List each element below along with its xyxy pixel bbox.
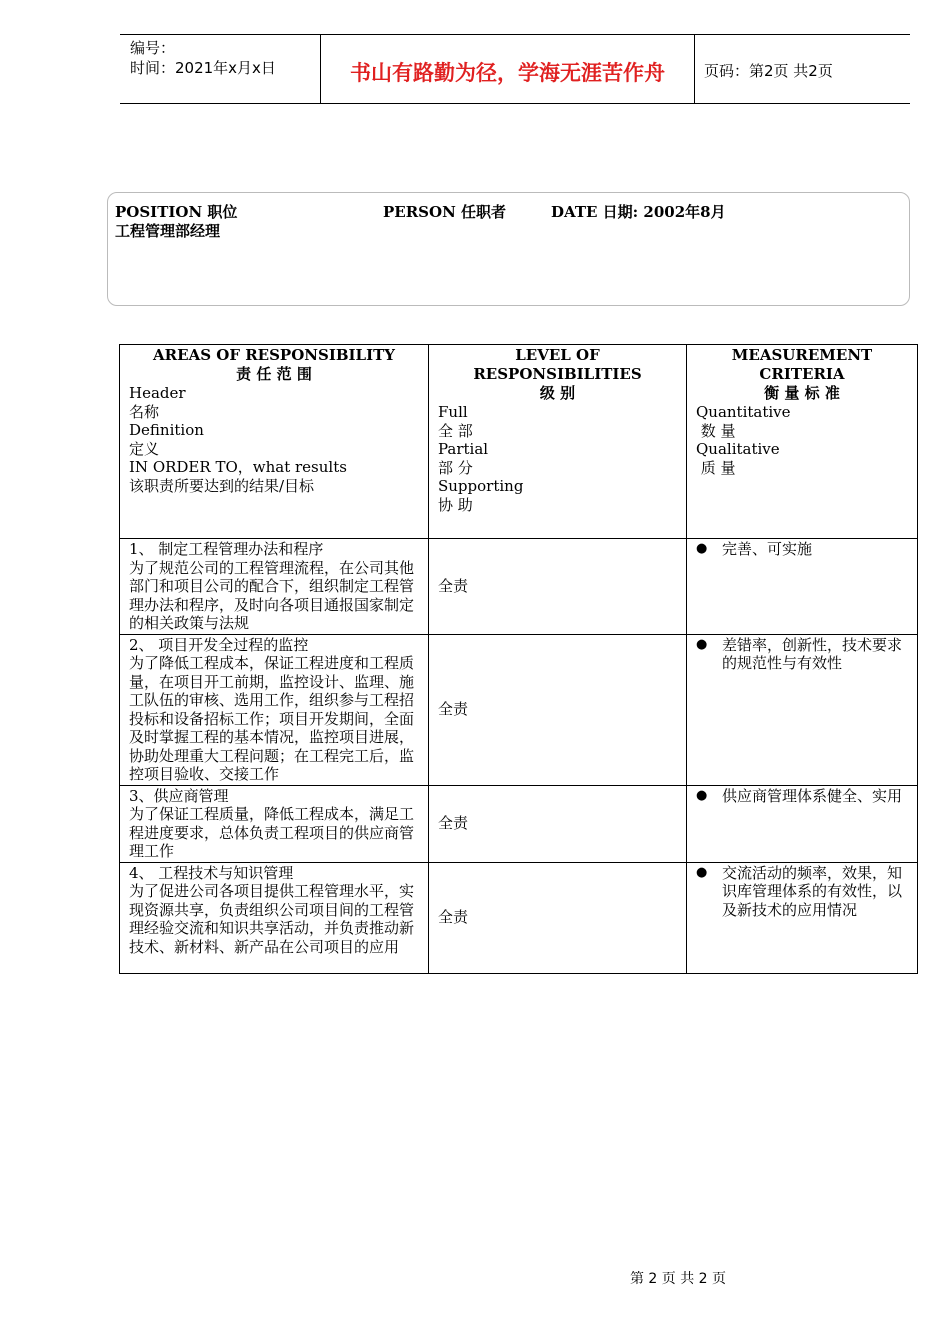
criteria-text: 完善、可实施 <box>722 540 813 558</box>
table-row <box>120 634 918 785</box>
header-line: 该职责所要达到的结果/目标 <box>129 476 315 495</box>
header-title-en: MEASUREMENT CRITERIA <box>731 346 873 383</box>
header-line: 名称 <box>129 402 160 421</box>
area-title: 4、 工程技术与知识管理 <box>129 863 294 882</box>
header-line: 全 部 <box>438 421 473 440</box>
code-label: 编号： <box>130 39 176 57</box>
date-label: DATE 日期: 2002年8月 <box>551 203 726 221</box>
person-label: PERSON 任职者 <box>383 203 507 221</box>
header-line: 协 助 <box>438 495 473 514</box>
header-line: Definition <box>129 421 204 439</box>
header-line: 质 量 <box>696 458 736 477</box>
area-desc: 为了保证工程质量，降低工程成本，满足工程进度要求，总体负责工程项目的供应商管理工作 <box>129 805 415 860</box>
position-box <box>107 192 910 306</box>
table-row <box>120 862 918 973</box>
header-line: Full <box>438 403 468 421</box>
bullet-icon: ● <box>696 636 708 652</box>
area-desc: 为了促进公司各项目提供工程管理水平，实现资源共享，负责组织公司项目间的工程管理经验交流和知识共享活动，并负责推动新技术、新材料、新产品在公司项目的应用 <box>129 882 415 956</box>
level-cell: 全责 <box>429 862 687 973</box>
responsibility-table <box>119 344 918 974</box>
header-title-cn: 级 别 <box>539 384 576 402</box>
header-title-en: AREAS OF RESPONSIBILITY <box>153 346 395 364</box>
criteria-cell <box>687 539 918 635</box>
header-title-cn: 衡 量 标 准 <box>764 384 840 402</box>
area-title: 3、供应商管理 <box>129 786 229 805</box>
header-page-number: 页码：第2页 共2页 <box>704 62 833 80</box>
area-title: 2、 项目开发全过程的监控 <box>129 635 309 654</box>
level-cell: 全责 <box>429 634 687 785</box>
area-cell <box>120 862 429 973</box>
bullet-icon: ● <box>696 787 708 803</box>
header-line: Qualitative <box>696 440 780 458</box>
area-cell <box>120 785 429 862</box>
level-cell: 全责 <box>429 785 687 862</box>
header-line: Partial <box>438 440 489 458</box>
table-row <box>120 539 918 635</box>
criteria-cell <box>687 862 918 973</box>
area-title: 1、 制定工程管理办法和程序 <box>129 540 324 558</box>
area-cell <box>120 539 429 635</box>
criteria-cell <box>687 785 918 862</box>
criteria-text: 差错率，创新性，技术要求的规范性与有效性 <box>722 635 903 672</box>
header-title-cn: 责 任 范 围 <box>236 365 312 383</box>
area-desc: 为了降低工程成本，保证工程进度和工程质量，在项目开工前期，监控设计、监理、施工队伍的审核、选用工作，组织参与工程招投标和设备招标工作；项目开发期间，全面及时掌握工程的基本情况，监控项目进展，协助处理重大工程问题；在工程完工后，监控项目验收、交接工作 <box>129 654 415 783</box>
header-line: 数 量 <box>696 421 736 440</box>
header-line: Supporting <box>438 477 524 495</box>
position-label: POSITION 职位 <box>115 203 238 221</box>
header-cell-areas <box>120 345 429 539</box>
criteria-cell <box>687 634 918 785</box>
header-line: Quantitative <box>696 403 791 421</box>
bullet-icon: ● <box>696 864 708 880</box>
bullet-icon: ● <box>696 541 708 556</box>
header-line: IN ORDER TO，what results <box>129 458 347 476</box>
criteria-text: 交流活动的频率，效果，知识库管理体系的有效性，以及新技术的应用情况 <box>722 863 903 919</box>
header-line: 部 分 <box>438 458 473 477</box>
page-header <box>120 34 910 104</box>
position-value: 工程管理部经理 <box>115 222 221 240</box>
level-cell: 全责 <box>429 539 687 635</box>
area-cell <box>120 634 429 785</box>
time-label: 时间：2021年x月x日 <box>130 59 276 77</box>
table-header-row <box>120 345 918 539</box>
page-footer: 第 2 页 共 2 页 <box>629 1271 727 1287</box>
header-meta <box>130 38 276 78</box>
header-cell-criteria <box>687 345 918 539</box>
header-line: 定义 <box>129 439 160 458</box>
header-title-en: LEVEL OF RESPONSIBILITIES <box>473 346 642 383</box>
header-motto: 书山有路勤为径，学海无涯苦作舟 <box>350 61 665 85</box>
criteria-text: 供应商管理体系健全、实用 <box>722 786 903 805</box>
table-row <box>120 785 918 862</box>
header-cell-level <box>429 345 687 539</box>
header-divider <box>694 35 695 103</box>
area-desc: 为了规范公司的工程管理流程，在公司其他部门和项目公司的配合下，组织制定工程管理办法和程序，及时向各项目通报国家制定的相关政策与法规 <box>129 558 415 632</box>
header-line: Header <box>129 384 186 402</box>
